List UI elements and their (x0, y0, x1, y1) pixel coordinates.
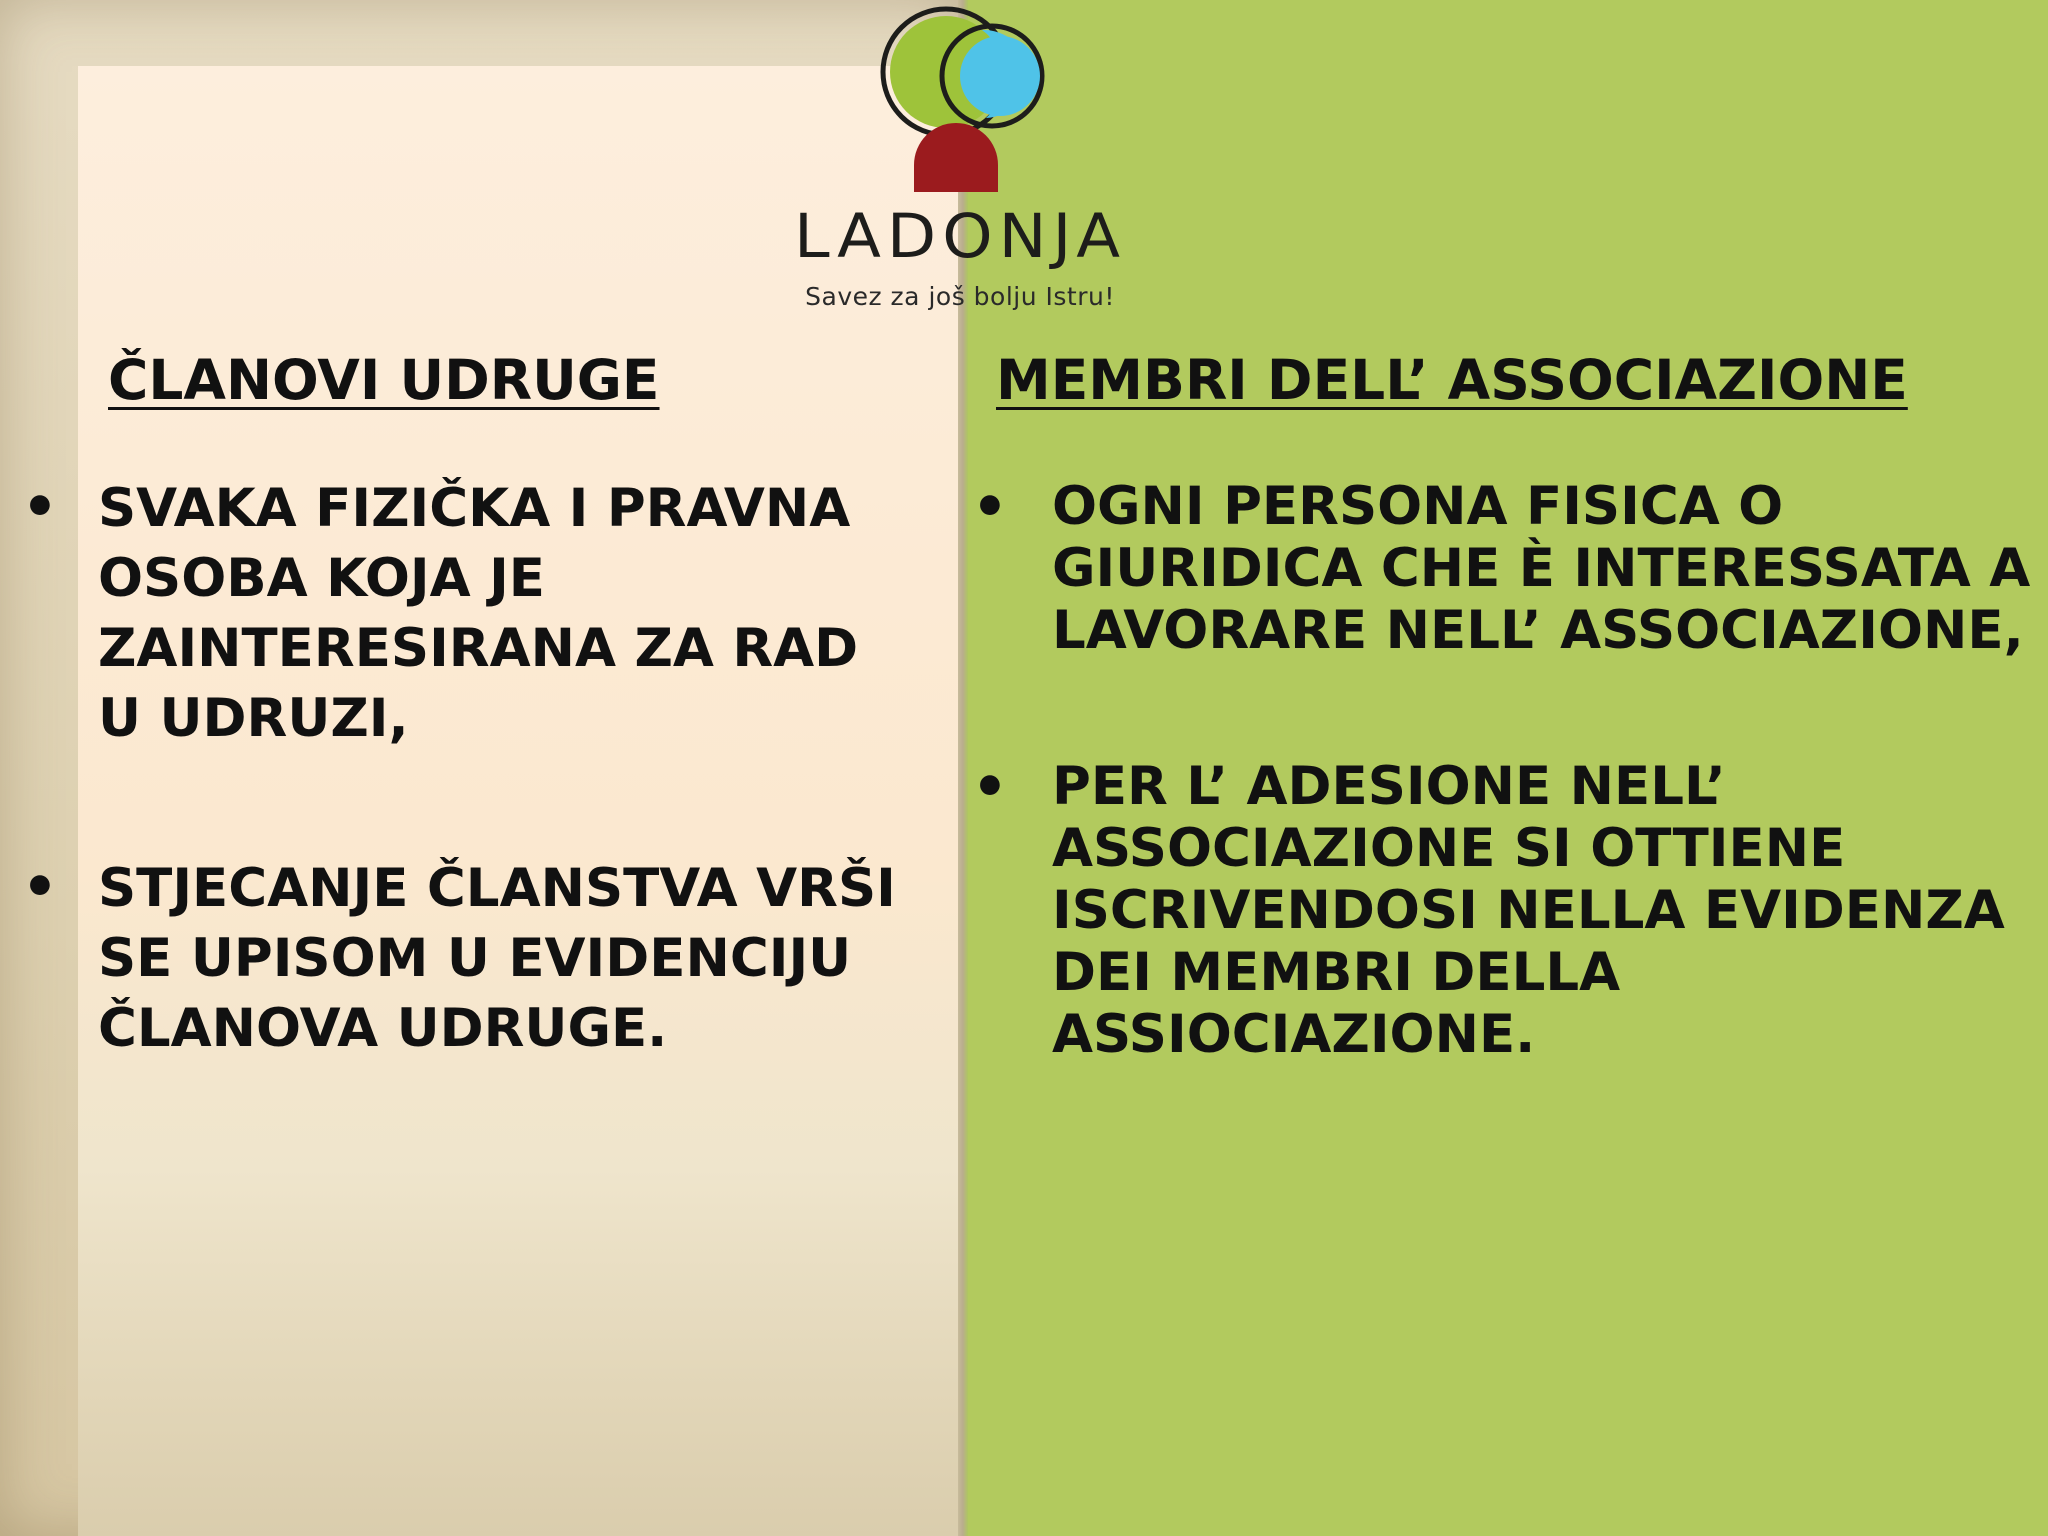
logo-emblem-icon (760, 0, 1160, 200)
croatian-bullet-list (0, 474, 960, 1064)
list-item-text: PER L’ ADESIONE NELL’ ASSOCIAZIONE SI OTTIENE ISCRIVENDOSI NELLA EVIDENZA DEI MEMBRI DELLA ASSIOCIAZIONE. (1052, 756, 2005, 1065)
list-item (968, 476, 2042, 662)
logo-wordmark: LADONJA (794, 201, 1126, 273)
list-item (0, 854, 898, 1064)
bullet-icon: • (22, 475, 58, 540)
logo-tagline: Savez za još bolju Istru! (805, 282, 1115, 311)
list-item-text: SVAKA FIZIČKA I PRAVNA OSOBA KOJA JE ZAINTERESIRANA ZA RAD U UDRUZI, (98, 478, 859, 749)
list-item-text: STJECANJE ČLANSTVA VRŠI SE UPISOM U EVIDENCIJU ČLANOVA UDRUGE. (98, 858, 896, 1059)
bullet-icon: • (22, 855, 58, 920)
bullet-icon: • (972, 755, 1008, 820)
logo-blue-circle (960, 36, 1040, 116)
italian-bullet-list (968, 476, 2048, 1066)
list-item-text: OGNI PERSONA FISICA O GIURIDICA CHE È INTERESSATA A LAVORARE NELL’ ASSOCIAZIONE, (1052, 476, 2031, 661)
list-item (968, 756, 2042, 1066)
ladonja-logo (760, 0, 1160, 320)
list-item (0, 474, 898, 754)
heading-italian: MEMBRI DELL’ ASSOCIAZIONE (996, 348, 1908, 412)
bullet-icon: • (972, 475, 1008, 540)
heading-croatian: ČLANOVI UDRUGE (108, 348, 660, 412)
